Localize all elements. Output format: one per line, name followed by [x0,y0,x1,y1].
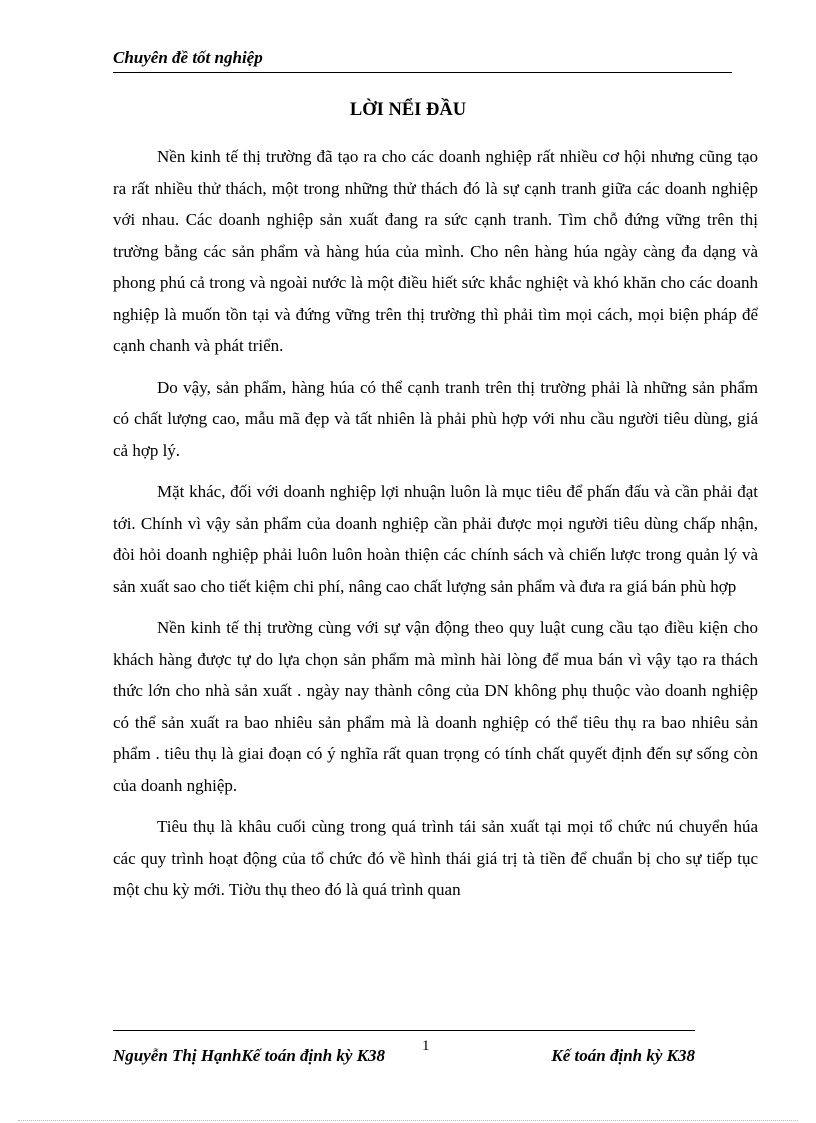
page-number: 1 [422,1038,430,1054]
page-footer [113,1040,695,1070]
footer-divider [113,1030,695,1031]
paragraph: Nền kinh tế thị trường cùng với sự vận động theo quy luật cung cầu tạo điều kiện cho khách hàng được tự do lựa chọn sản phẩm mà mình hài lòng để mua bán vì vậy tạo ra thách thức lớn cho nhà sản xuất . ngày nay thành công của DN không phụ thuộc vào doanh nghiệp có thể sản xuất ra bao nhiêu sản phẩm mà là doanh nghiệp có thể tiêu thụ ra bao nhiêu sản phẩm . tiêu thụ là giai đoạn có ý nghĩa rất quan trọng có tính chất quyết định đến sự sống còn của doanh nghiệp. [113,618,758,795]
header-title: Chuyên đề tốt nghiệp [113,48,263,67]
footer-author: Nguyễn Thị HạnhKế toán định kỳ K38 [113,1046,386,1065]
page-title: LỜI NỂI ĐẦU [349,100,467,120]
document-body [113,141,758,906]
footer-course: Kế toán định kỳ K38 [551,1046,695,1065]
paragraph: Nền kinh tế thị trường đã tạo ra cho các doanh nghiệp rất nhiều cơ hội nhưng cũng tạo ra rất nhiều thử thách, một trong những thử thách đó là sự cạnh tranh giữa các doanh nghiệp với nhau. Các doanh nghiệp sản xuất đang ra sức cạnh tranh. Tìm chỗ đứng vững trên thị trường bằng các sản phẩm và hàng húa của mình. Cho nên hàng húa ngày càng đa dạng và phong phú cả trong và ngoài nước là một điều hiết sức khắc nghiệt và khó khăn cho các doanh nghiệp là muốn tồn tại và đứng vững trên thị trường thì phải tìm mọi cách, mọi biện pháp để cạnh chanh và phát triển. [113,147,758,355]
paragraph: Mặt khác, đối với doanh nghiệp lợi nhuận luôn là mục tiêu để phấn đấu và cần phải đạt tới. Chính vì vậy sản phẩm của doanh nghiệp cần phải được mọi người tiêu dùng chấp nhận, đòi hỏi doanh nghiệp phải luôn luôn hoàn thiện các chính sách và chiến lược trong quản lý và sản xuất sao cho tiết kiệm chi phí, nâng cao chất lượng sản phẩm và đưa ra giá bán phù hợp [113,482,758,596]
page-bottom-dotted-line [18,1120,798,1121]
paragraph: Tiêu thụ là khâu cuối cùng trong quá trình tái sản xuất tại mọi tổ chức nú chuyển húa các quy trình hoạt động của tổ chức đó về hình thái giá trị tà tiền để chuẩn bị cho sự tiếp tục một chu kỳ mới. Tiờu thụ theo đó là quá trình quan [113,817,758,899]
page-header [113,46,732,73]
paragraph: Do vậy, sản phẩm, hàng húa có thể cạnh tranh trên thị trường phải là những sản phẩm có chất lượng cao, mẫu mã đẹp và tất nhiên là phải phù hợp với nhu cầu người tiêu dùng, giá cả hợp lý. [113,377,758,460]
